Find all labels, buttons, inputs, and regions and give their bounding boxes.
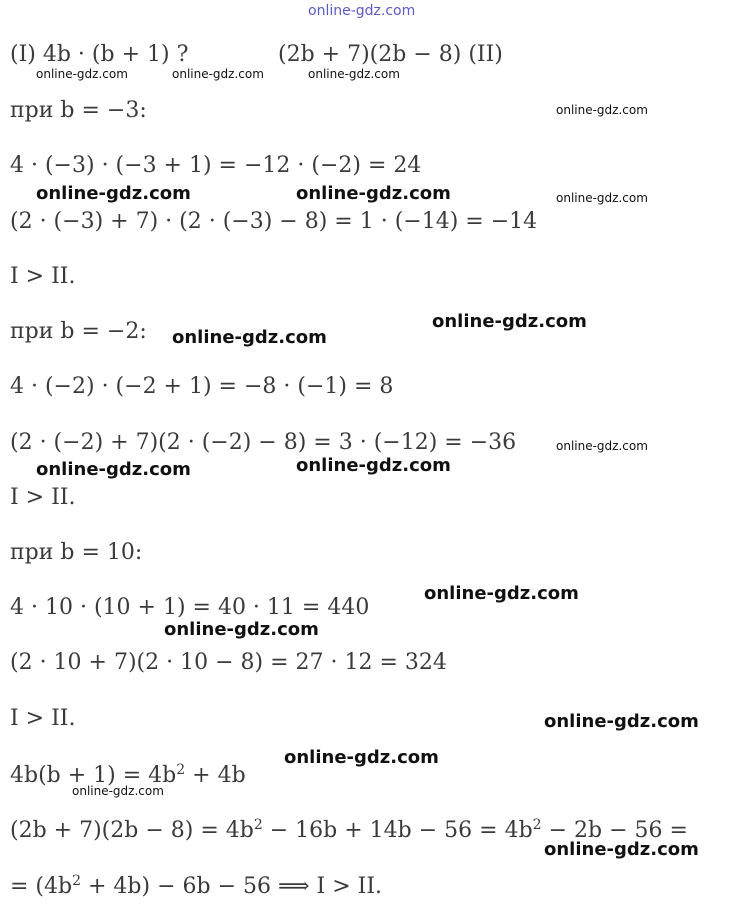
watermark: online-gdz.com: [556, 191, 648, 205]
general-expr2-part-c: − 2b − 56 =: [541, 818, 688, 843]
case-b-minus2-label: при b = −2:: [10, 319, 147, 344]
comparison-header-right: (2b + 7)(2b − 8) (II): [278, 42, 503, 67]
case-b-minus3-label: при b = −3:: [10, 98, 147, 123]
general-expr2-part-b: − 16b + 14b − 56 = 4b: [262, 818, 533, 843]
watermark-top: online-gdz.com: [308, 3, 416, 19]
exponent: 2: [176, 762, 186, 778]
watermark: online-gdz.com: [36, 183, 191, 204]
watermark: online-gdz.com: [164, 619, 319, 640]
case-b-10-expr1: 4 · 10 · (10 + 1) = 40 · 11 = 440: [10, 595, 370, 620]
general-expr1-part-a: 4b(b + 1) = 4b: [10, 763, 177, 788]
general-expr2-part-a: (2b + 7)(2b − 8) = 4b: [10, 818, 254, 843]
case-b-minus3-conclusion: I > II.: [10, 264, 76, 289]
case-b-minus2-conclusion: I > II.: [10, 485, 76, 510]
exponent: 2: [72, 873, 82, 889]
watermark: online-gdz.com: [36, 459, 191, 480]
watermark: online-gdz.com: [308, 67, 400, 81]
general-expr1-part-b: + 4b: [185, 763, 246, 788]
case-b-minus3-expr1: 4 · (−3) · (−3 + 1) = −12 · (−2) = 24: [10, 153, 422, 178]
case-b-10-label: при b = 10:: [10, 540, 143, 565]
case-b-10-conclusion: I > II.: [10, 706, 76, 731]
watermark: online-gdz.com: [556, 439, 648, 453]
watermark: online-gdz.com: [544, 711, 699, 732]
case-b-minus2-expr1: 4 · (−2) · (−2 + 1) = −8 · (−1) = 8: [10, 374, 394, 399]
general-conclusion-part-b: + 4b) − 6b − 56 ⟹ I > II.: [81, 874, 383, 899]
watermark: online-gdz.com: [424, 583, 579, 604]
watermark: online-gdz.com: [556, 103, 648, 117]
watermark: online-gdz.com: [36, 67, 128, 81]
watermark: online-gdz.com: [544, 839, 699, 860]
watermark: online-gdz.com: [296, 183, 451, 204]
watermark: online-gdz.com: [72, 784, 164, 798]
case-b-minus2-expr2: (2 · (−2) + 7)(2 · (−2) − 8) = 3 · (−12) = −36: [10, 430, 517, 455]
case-b-minus3-expr2: (2 · (−3) + 7) · (2 · (−3) − 8) = 1 · (−14) = −14: [10, 209, 538, 234]
watermark: online-gdz.com: [284, 747, 439, 768]
general-conclusion-part-a: = (4b: [10, 874, 73, 899]
watermark: online-gdz.com: [432, 311, 587, 332]
comparison-header-left: (I) 4b · (b + 1) ?: [10, 42, 189, 67]
exponent: 2: [253, 817, 263, 833]
watermark: online-gdz.com: [172, 327, 327, 348]
case-b-10-expr2: (2 · 10 + 7)(2 · 10 − 8) = 27 · 12 = 324: [10, 650, 447, 675]
general-conclusion: [10, 874, 382, 898]
watermark: online-gdz.com: [172, 67, 264, 81]
watermark: online-gdz.com: [296, 455, 451, 476]
exponent: 2: [532, 817, 542, 833]
